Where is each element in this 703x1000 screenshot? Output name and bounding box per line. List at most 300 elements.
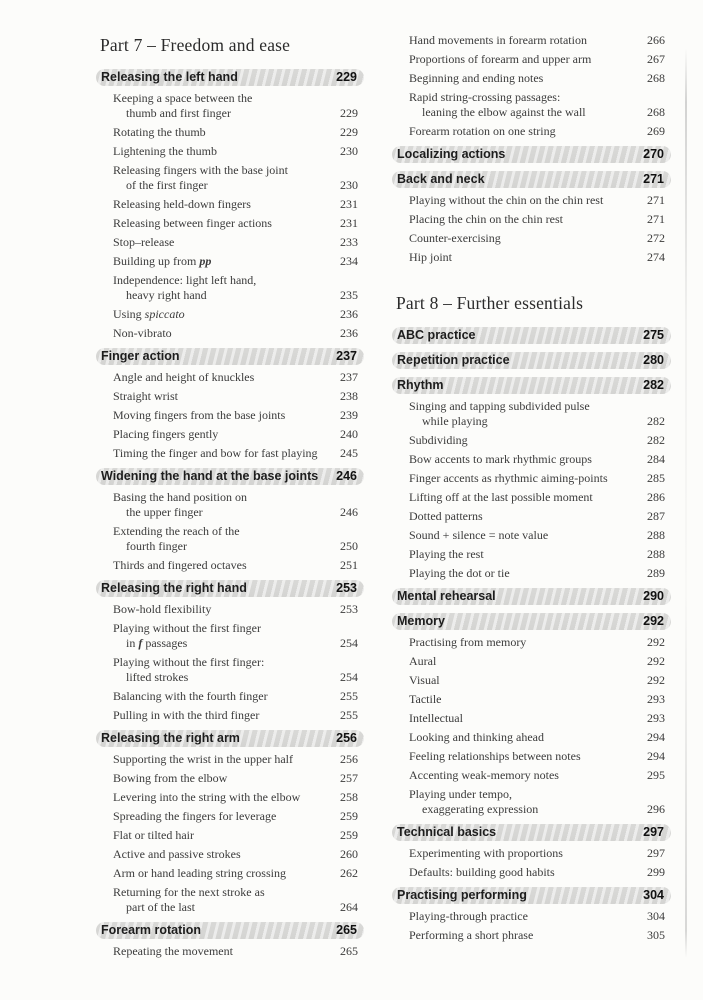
item-title-line bbox=[113, 408, 336, 423]
text-segment: in bbox=[126, 636, 139, 650]
item-title-line bbox=[409, 768, 643, 783]
item-title-line bbox=[113, 144, 336, 159]
toc-item bbox=[396, 33, 665, 48]
item-title-line bbox=[409, 928, 643, 943]
text-segment: Defaults: building good habits bbox=[409, 865, 555, 879]
section-header-label: Back and neck bbox=[397, 172, 485, 186]
item-title-line bbox=[113, 602, 336, 617]
item-title-line bbox=[409, 654, 643, 669]
item-title-line bbox=[113, 539, 336, 554]
text-segment: Intellectual bbox=[409, 711, 463, 725]
item-title bbox=[409, 635, 643, 650]
item-title-line bbox=[113, 446, 336, 461]
item-title-line bbox=[113, 307, 336, 322]
item-title-line bbox=[409, 692, 643, 707]
item-page-number: 230 bbox=[340, 178, 358, 192]
item-page-number: 297 bbox=[647, 846, 665, 860]
item-page-number: 292 bbox=[647, 673, 665, 687]
item-page-number: 274 bbox=[647, 250, 665, 264]
item-page-number: 258 bbox=[340, 790, 358, 804]
section-page-number: 292 bbox=[643, 614, 664, 628]
item-title bbox=[409, 654, 643, 669]
item-title bbox=[113, 326, 336, 341]
item-title-line bbox=[409, 212, 643, 227]
item-title-line bbox=[409, 452, 643, 467]
section-page-number: 246 bbox=[336, 469, 357, 483]
toc-item bbox=[100, 809, 358, 824]
toc-item bbox=[396, 231, 665, 246]
toc-item bbox=[396, 909, 665, 924]
text-segment: of the first finger bbox=[126, 178, 208, 192]
text-segment: Playing without the first finger bbox=[113, 621, 261, 635]
section-header bbox=[96, 468, 364, 485]
item-title bbox=[113, 790, 336, 805]
item-title bbox=[113, 427, 336, 442]
toc-item bbox=[100, 790, 358, 805]
item-title-line bbox=[409, 414, 643, 429]
section-page-number: 290 bbox=[643, 589, 664, 603]
text-segment: Finger accents as rhythmic aiming-points bbox=[409, 471, 608, 485]
section-header bbox=[392, 352, 671, 369]
text-segment: Releasing fingers with the base joint bbox=[113, 163, 288, 177]
toc-item bbox=[396, 730, 665, 745]
item-page-number: 240 bbox=[340, 427, 358, 441]
toc-item bbox=[396, 528, 665, 543]
item-title-line bbox=[409, 846, 643, 861]
text-segment: Rapid string-crossing passages: bbox=[409, 90, 561, 104]
item-title-line bbox=[113, 708, 336, 723]
section-header-label: Releasing the right hand bbox=[101, 581, 247, 595]
text-segment: Hand movements in forearm rotation bbox=[409, 33, 587, 47]
item-title bbox=[113, 389, 336, 404]
item-title-line bbox=[409, 711, 643, 726]
toc-item bbox=[100, 524, 358, 554]
item-page-number: 260 bbox=[340, 847, 358, 861]
item-title bbox=[113, 771, 336, 786]
section-header bbox=[96, 580, 364, 597]
item-title-line bbox=[113, 326, 336, 341]
item-title-line bbox=[113, 288, 336, 303]
text-segment: Flat or tilted hair bbox=[113, 828, 194, 842]
toc-item bbox=[100, 197, 358, 212]
section-page-number: 275 bbox=[643, 328, 664, 342]
section-header bbox=[96, 922, 364, 939]
item-title bbox=[113, 866, 336, 881]
item-page-number: 257 bbox=[340, 771, 358, 785]
item-title-line bbox=[113, 163, 336, 178]
item-title bbox=[409, 399, 643, 429]
section-header bbox=[392, 146, 671, 163]
text-segment: Lifting off at the last possible moment bbox=[409, 490, 593, 504]
item-title bbox=[409, 212, 643, 227]
item-title-line bbox=[409, 635, 643, 650]
item-title bbox=[409, 768, 643, 783]
toc-item bbox=[100, 307, 358, 322]
toc-item bbox=[100, 163, 358, 193]
item-title bbox=[113, 91, 336, 121]
section-header bbox=[96, 348, 364, 365]
toc-item bbox=[100, 944, 358, 959]
item-title-line bbox=[113, 621, 336, 636]
item-title-line bbox=[409, 566, 643, 581]
item-title bbox=[409, 865, 643, 880]
toc-item bbox=[100, 558, 358, 573]
text-segment: Moving fingers from the base joints bbox=[113, 408, 286, 422]
item-page-number: 296 bbox=[647, 802, 665, 816]
text-segment: the upper finger bbox=[126, 505, 203, 519]
item-title bbox=[409, 711, 643, 726]
toc-item bbox=[396, 673, 665, 688]
item-page-number: 293 bbox=[647, 692, 665, 706]
item-title-line bbox=[113, 670, 336, 685]
item-page-number: 233 bbox=[340, 235, 358, 249]
item-title bbox=[113, 163, 336, 193]
toc-item bbox=[396, 52, 665, 67]
toc-item bbox=[396, 433, 665, 448]
item-title-line bbox=[113, 125, 336, 140]
toc-item bbox=[396, 566, 665, 581]
section-page-number: 270 bbox=[643, 147, 664, 161]
item-page-number: 295 bbox=[647, 768, 665, 782]
item-title bbox=[409, 490, 643, 505]
item-page-number: 294 bbox=[647, 749, 665, 763]
text-segment: Aural bbox=[409, 654, 437, 668]
text-segment: Levering into the string with the elbow bbox=[113, 790, 301, 804]
toc-item bbox=[100, 216, 358, 231]
toc-item bbox=[396, 711, 665, 726]
item-page-number: 250 bbox=[340, 539, 358, 553]
item-page-number: 237 bbox=[340, 370, 358, 384]
toc-item bbox=[396, 547, 665, 562]
text-segment: Counter-exercising bbox=[409, 231, 501, 245]
item-title-line bbox=[409, 33, 643, 48]
text-segment: Returning for the next stroke as bbox=[113, 885, 265, 899]
item-page-number: 267 bbox=[647, 52, 665, 66]
toc-item bbox=[100, 621, 358, 651]
text-segment: Playing the rest bbox=[409, 547, 484, 561]
section-header-label: Technical basics bbox=[397, 825, 497, 839]
section-page-number: 256 bbox=[336, 731, 357, 745]
section-page-number: 229 bbox=[336, 70, 357, 84]
item-title bbox=[409, 846, 643, 861]
text-segment: Playing without the chin on the chin rest bbox=[409, 193, 604, 207]
toc-item bbox=[100, 752, 358, 767]
toc-item bbox=[100, 866, 358, 881]
section-header-label: Finger action bbox=[101, 349, 180, 363]
item-title bbox=[409, 692, 643, 707]
text-segment: Dotted patterns bbox=[409, 509, 483, 523]
text-segment: Extending the reach of the bbox=[113, 524, 240, 538]
item-title-line bbox=[409, 909, 643, 924]
text-segment: Placing the chin on the chin rest bbox=[409, 212, 563, 226]
item-title-line bbox=[409, 90, 643, 105]
item-title-line bbox=[113, 828, 336, 843]
item-title bbox=[113, 254, 336, 269]
item-page-number: 254 bbox=[340, 670, 358, 684]
item-page-number: 236 bbox=[340, 326, 358, 340]
section-header-label: Memory bbox=[397, 614, 445, 628]
item-title-line bbox=[113, 505, 336, 520]
part-title: Part 8 – Further essentials bbox=[396, 293, 584, 313]
toc-item bbox=[100, 235, 358, 250]
text-segment: fourth finger bbox=[126, 539, 187, 553]
section-header-label: Widening the hand at the base joints bbox=[101, 469, 319, 483]
item-title-line bbox=[113, 389, 336, 404]
item-page-number: 231 bbox=[340, 216, 358, 230]
item-title bbox=[409, 749, 643, 764]
item-title-line bbox=[113, 370, 336, 385]
section-header-label: Releasing the right arm bbox=[101, 731, 240, 745]
item-title-line bbox=[113, 254, 336, 269]
toc-item bbox=[396, 71, 665, 86]
item-title bbox=[113, 828, 336, 843]
item-page-number: 285 bbox=[647, 471, 665, 485]
item-page-number: 299 bbox=[647, 865, 665, 879]
toc-item bbox=[100, 125, 358, 140]
item-title bbox=[113, 524, 336, 554]
text-segment: Arm or hand leading string crossing bbox=[113, 866, 286, 880]
toc-item bbox=[100, 370, 358, 385]
item-title bbox=[113, 558, 336, 573]
toc-item bbox=[396, 846, 665, 861]
section-header bbox=[392, 887, 671, 904]
text-segment: Sound + silence = note value bbox=[409, 528, 549, 542]
item-page-number: 229 bbox=[340, 125, 358, 139]
item-title bbox=[409, 193, 643, 208]
section-page-number: 280 bbox=[643, 353, 664, 367]
item-page-number: 292 bbox=[647, 654, 665, 668]
item-title bbox=[409, 566, 643, 581]
item-page-number: 292 bbox=[647, 635, 665, 649]
item-page-number: 268 bbox=[647, 105, 665, 119]
section-header-label: Practising performing bbox=[397, 888, 527, 902]
item-page-number: 271 bbox=[647, 212, 665, 226]
item-title bbox=[409, 928, 643, 943]
item-page-number: 256 bbox=[340, 752, 358, 766]
toc-item bbox=[396, 90, 665, 120]
item-title-line bbox=[113, 273, 336, 288]
toc-item bbox=[100, 490, 358, 520]
item-title-line bbox=[113, 106, 336, 121]
section-page-number: 282 bbox=[643, 378, 664, 392]
text-segment: Subdividing bbox=[409, 433, 468, 447]
item-title-line bbox=[113, 197, 336, 212]
text-segment: Playing without the first finger: bbox=[113, 655, 265, 669]
item-title bbox=[113, 708, 336, 723]
text-segment: Active and passive strokes bbox=[113, 847, 241, 861]
item-title-line bbox=[409, 433, 643, 448]
item-title-line bbox=[113, 558, 336, 573]
item-title-line bbox=[409, 509, 643, 524]
text-segment: Experimenting with proportions bbox=[409, 846, 563, 860]
item-title-line bbox=[409, 231, 643, 246]
item-title-line bbox=[113, 490, 336, 505]
text-segment: Balancing with the fourth finger bbox=[113, 689, 268, 703]
text-segment: Bowing from the elbow bbox=[113, 771, 228, 785]
item-page-number: 304 bbox=[647, 909, 665, 923]
section-header bbox=[392, 824, 671, 841]
item-title bbox=[113, 689, 336, 704]
section-header bbox=[392, 171, 671, 188]
toc-item bbox=[100, 254, 358, 269]
toc-item bbox=[100, 446, 358, 461]
item-title-line bbox=[113, 655, 336, 670]
item-page-number: 236 bbox=[340, 307, 358, 321]
item-page-number: 259 bbox=[340, 809, 358, 823]
item-title-line bbox=[113, 427, 336, 442]
toc-item bbox=[396, 787, 665, 817]
item-title bbox=[113, 490, 336, 520]
item-title-line bbox=[409, 71, 643, 86]
section-header-label: Localizing actions bbox=[397, 147, 506, 161]
item-title bbox=[113, 370, 336, 385]
text-segment: Practising from memory bbox=[409, 635, 527, 649]
item-title-line bbox=[409, 749, 643, 764]
item-title bbox=[409, 909, 643, 924]
item-title bbox=[113, 809, 336, 824]
item-page-number: 234 bbox=[340, 254, 358, 268]
text-segment: Straight wrist bbox=[113, 389, 178, 403]
text-segment: Singing and tapping subdivided pulse bbox=[409, 399, 590, 413]
toc-item bbox=[396, 250, 665, 265]
section-header bbox=[96, 69, 364, 86]
text-segment: Proportions of forearm and upper arm bbox=[409, 52, 592, 66]
section-page-number: 271 bbox=[643, 172, 664, 186]
item-title bbox=[113, 408, 336, 423]
item-title-line bbox=[409, 250, 643, 265]
item-title-line bbox=[113, 885, 336, 900]
toc-item bbox=[100, 389, 358, 404]
item-page-number: 269 bbox=[647, 124, 665, 138]
item-title bbox=[113, 216, 336, 231]
item-title bbox=[113, 944, 336, 959]
text-segment: Repeating the movement bbox=[113, 944, 233, 958]
toc-item bbox=[100, 427, 358, 442]
text-segment: spiccato bbox=[144, 307, 185, 321]
item-page-number: 289 bbox=[647, 566, 665, 580]
item-title bbox=[409, 547, 643, 562]
toc-item bbox=[100, 847, 358, 862]
item-title-line bbox=[113, 235, 336, 250]
toc-item bbox=[396, 399, 665, 429]
item-title-line bbox=[409, 471, 643, 486]
item-page-number: 254 bbox=[340, 636, 358, 650]
item-title bbox=[113, 847, 336, 862]
text-segment: part of the last bbox=[126, 900, 195, 914]
item-page-number: 255 bbox=[340, 689, 358, 703]
text-segment: Bow accents to mark rhythmic groups bbox=[409, 452, 592, 466]
part-title: Part 7 – Freedom and ease bbox=[100, 35, 291, 55]
toc-item bbox=[100, 408, 358, 423]
item-page-number: 282 bbox=[647, 414, 665, 428]
item-page-number: 245 bbox=[340, 446, 358, 460]
text-segment: Placing fingers gently bbox=[113, 427, 219, 441]
toc-item bbox=[100, 771, 358, 786]
toc-item bbox=[396, 490, 665, 505]
toc-item bbox=[396, 635, 665, 650]
section-header-label: Forearm rotation bbox=[101, 923, 202, 937]
item-page-number: 293 bbox=[647, 711, 665, 725]
item-title bbox=[113, 197, 336, 212]
item-title bbox=[113, 235, 336, 250]
item-title-line bbox=[113, 847, 336, 862]
section-header-label: Mental rehearsal bbox=[397, 589, 496, 603]
section-header-label: Releasing the left hand bbox=[101, 70, 238, 84]
item-title-line bbox=[113, 636, 336, 651]
text-segment: exaggerating expression bbox=[422, 802, 539, 816]
toc-item bbox=[396, 124, 665, 139]
item-title bbox=[409, 250, 643, 265]
item-title-line bbox=[409, 802, 643, 817]
item-title-line bbox=[113, 809, 336, 824]
text-segment: Stop–release bbox=[113, 235, 175, 249]
section-header-label: ABC practice bbox=[397, 328, 476, 342]
item-title-line bbox=[113, 752, 336, 767]
item-title-line bbox=[113, 866, 336, 881]
item-page-number: 235 bbox=[340, 288, 358, 302]
text-segment: Accenting weak-memory notes bbox=[409, 768, 559, 782]
text-segment: Thirds and fingered octaves bbox=[113, 558, 247, 572]
item-title-line bbox=[409, 787, 643, 802]
item-title bbox=[409, 471, 643, 486]
item-title-line bbox=[409, 105, 643, 120]
text-segment: thumb and first finger bbox=[126, 106, 231, 120]
text-segment: pp bbox=[199, 254, 212, 268]
toc-item bbox=[396, 692, 665, 707]
item-title-line bbox=[113, 771, 336, 786]
item-title-line bbox=[113, 689, 336, 704]
item-page-number: 282 bbox=[647, 433, 665, 447]
toc-item bbox=[100, 708, 358, 723]
section-header bbox=[392, 377, 671, 394]
toc-item bbox=[396, 471, 665, 486]
text-segment: Playing-through practice bbox=[409, 909, 528, 923]
section-page-number: 253 bbox=[336, 581, 357, 595]
item-title-line bbox=[409, 730, 643, 745]
item-title-line bbox=[409, 673, 643, 688]
item-title bbox=[113, 885, 336, 915]
item-title bbox=[113, 273, 336, 303]
text-segment: Visual bbox=[409, 673, 440, 687]
text-segment: lifted strokes bbox=[126, 670, 189, 684]
item-page-number: 272 bbox=[647, 231, 665, 245]
text-segment: Building up from bbox=[113, 254, 200, 268]
item-title bbox=[409, 231, 643, 246]
text-segment: Lightening the thumb bbox=[113, 144, 217, 158]
section-page-number: 237 bbox=[336, 349, 357, 363]
toc-item bbox=[396, 768, 665, 783]
item-title bbox=[113, 602, 336, 617]
item-title bbox=[113, 752, 336, 767]
item-page-number: 271 bbox=[647, 193, 665, 207]
item-page-number: 229 bbox=[340, 106, 358, 120]
text-segment: Timing the finger and bow for fast playing bbox=[113, 446, 318, 460]
item-title-line bbox=[409, 52, 643, 67]
toc-item bbox=[100, 655, 358, 685]
section-page-number: 304 bbox=[643, 888, 664, 902]
item-page-number: 286 bbox=[647, 490, 665, 504]
item-title bbox=[409, 730, 643, 745]
text-segment: Rotating the thumb bbox=[113, 125, 206, 139]
item-page-number: 284 bbox=[647, 452, 665, 466]
item-page-number: 294 bbox=[647, 730, 665, 744]
text-segment: Supporting the wrist in the upper half bbox=[113, 752, 293, 766]
text-segment: Non-vibrato bbox=[113, 326, 172, 340]
section-header bbox=[392, 613, 671, 630]
item-title bbox=[409, 528, 643, 543]
toc-column-right bbox=[396, 33, 665, 1000]
toc-item bbox=[100, 885, 358, 915]
